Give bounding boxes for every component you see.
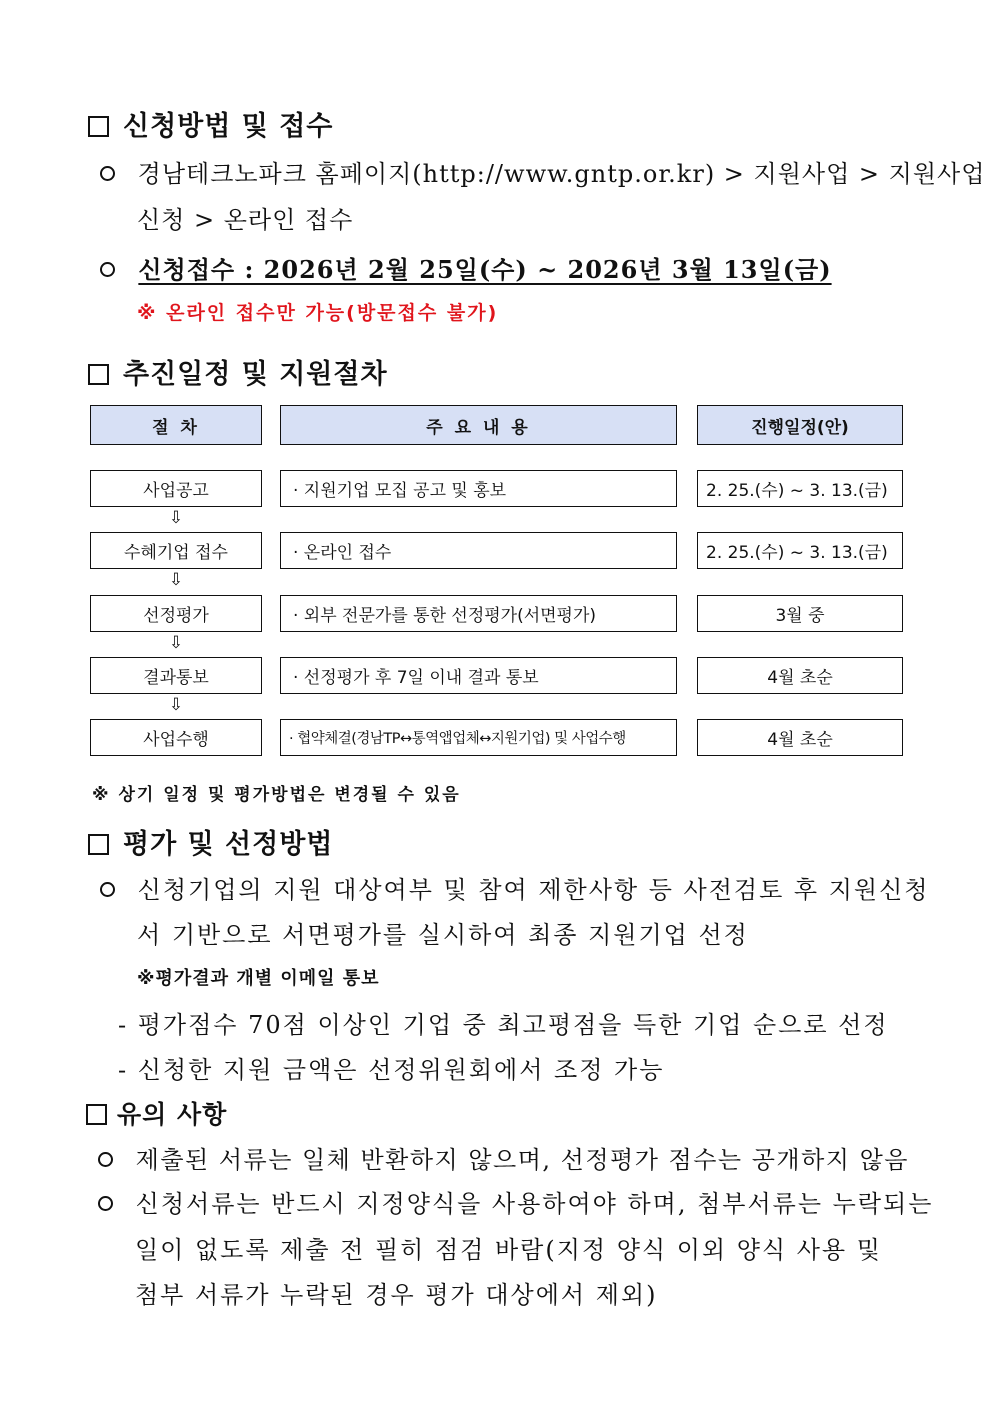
header-content: 주 요 내 용 [280, 405, 677, 445]
content-cell: · 외부 전문가를 통한 선정평가(서면평가) [280, 595, 677, 632]
checkbox-square-icon [88, 116, 109, 137]
application-period: 신청접수 : 2026년 2월 25일(수) ~ 2026년 3월 13일(금) [100, 250, 832, 285]
down-arrow-icon: ⇩ [168, 508, 184, 528]
step-cell: 수혜기업 접수 [90, 532, 262, 569]
header-step: 절 차 [90, 405, 262, 445]
amount-adjust: - 신청한 지원 금액은 선정위원회에서 조정 가능 [118, 1056, 665, 1084]
notice-line3: 일이 없도록 제출 전 필히 점검 바람(지정 양식 이외 양식 사용 및 [135, 1236, 882, 1264]
header-schedule: 진행일정(안) [697, 405, 903, 445]
evaluation-line2: 서 기반으로 서면평가를 실시하여 최종 지원기업 선정 [137, 921, 749, 949]
notice-line2: 신청서류는 반드시 지정양식을 사용하여야 하며, 첨부서류는 누락되는 [98, 1184, 933, 1219]
circle-bullet-icon [98, 1152, 113, 1167]
step-cell: 사업수행 [90, 719, 262, 756]
schedule-cell: 4월 초순 [697, 719, 903, 756]
notice-line4: 첨부 서류가 누락된 경우 평가 대상에서 제외) [135, 1281, 658, 1309]
section-title-schedule: 추진일정 및 지원절차 [88, 352, 388, 391]
score-criteria: - 평가점수 70점 이상인 기업 중 최고평점을 득한 기업 순으로 선정 [118, 1011, 889, 1039]
circle-bullet-icon [100, 882, 115, 897]
application-method-line1: 경남테크노파크 홈페이지(http://www.gntp.or.kr) > 지원사업 > 지원사업 [100, 154, 985, 189]
content-cell: · 선정평가 후 7일 이내 결과 통보 [280, 657, 677, 694]
schedule-cell: 2. 25.(수) ~ 3. 13.(금) [697, 532, 903, 569]
schedule-cell: 4월 초순 [697, 657, 903, 694]
content-cell: · 지원기업 모집 공고 및 홍보 [280, 470, 677, 507]
step-cell: 선정평가 [90, 595, 262, 632]
checkbox-square-icon [88, 834, 109, 855]
step-cell: 사업공고 [90, 470, 262, 507]
application-method-line2: 신청 > 온라인 접수 [137, 206, 354, 234]
section-title-notice: 유의 사항 [86, 1095, 227, 1131]
checkbox-square-icon [86, 1104, 107, 1125]
notice-line1: 제출된 서류는 일체 반환하지 않으며, 선정평가 점수는 공개하지 않음 [98, 1140, 909, 1175]
down-arrow-icon: ⇩ [168, 633, 184, 653]
schedule-cell: 2. 25.(수) ~ 3. 13.(금) [697, 470, 903, 507]
evaluation-line1: 신청기업의 지원 대상여부 및 참여 제한사항 등 사전검토 후 지원신청 [100, 870, 929, 905]
circle-bullet-icon [100, 166, 115, 181]
section-title-application: 신청방법 및 접수 [88, 104, 333, 143]
circle-bullet-icon [100, 262, 115, 277]
schedule-cell: 3월 중 [697, 595, 903, 632]
online-only-note: ※ 온라인 접수만 가능(방문접수 불가) [137, 302, 499, 324]
schedule-change-note: ※ 상기 일정 및 평가방법은 변경될 수 있음 [92, 785, 461, 805]
circle-bullet-icon [98, 1196, 113, 1211]
email-notice: ※평가결과 개별 이메일 통보 [137, 968, 380, 989]
step-cell: 결과통보 [90, 657, 262, 694]
section-title-evaluation: 평가 및 선정방법 [88, 822, 333, 861]
down-arrow-icon: ⇩ [168, 570, 184, 590]
content-cell: · 협약체결(경남TP↔통역앱업체↔지원기업) 및 사업수행 [280, 719, 677, 756]
down-arrow-icon: ⇩ [168, 695, 184, 715]
content-cell: · 온라인 접수 [280, 532, 677, 569]
checkbox-square-icon [88, 364, 109, 385]
